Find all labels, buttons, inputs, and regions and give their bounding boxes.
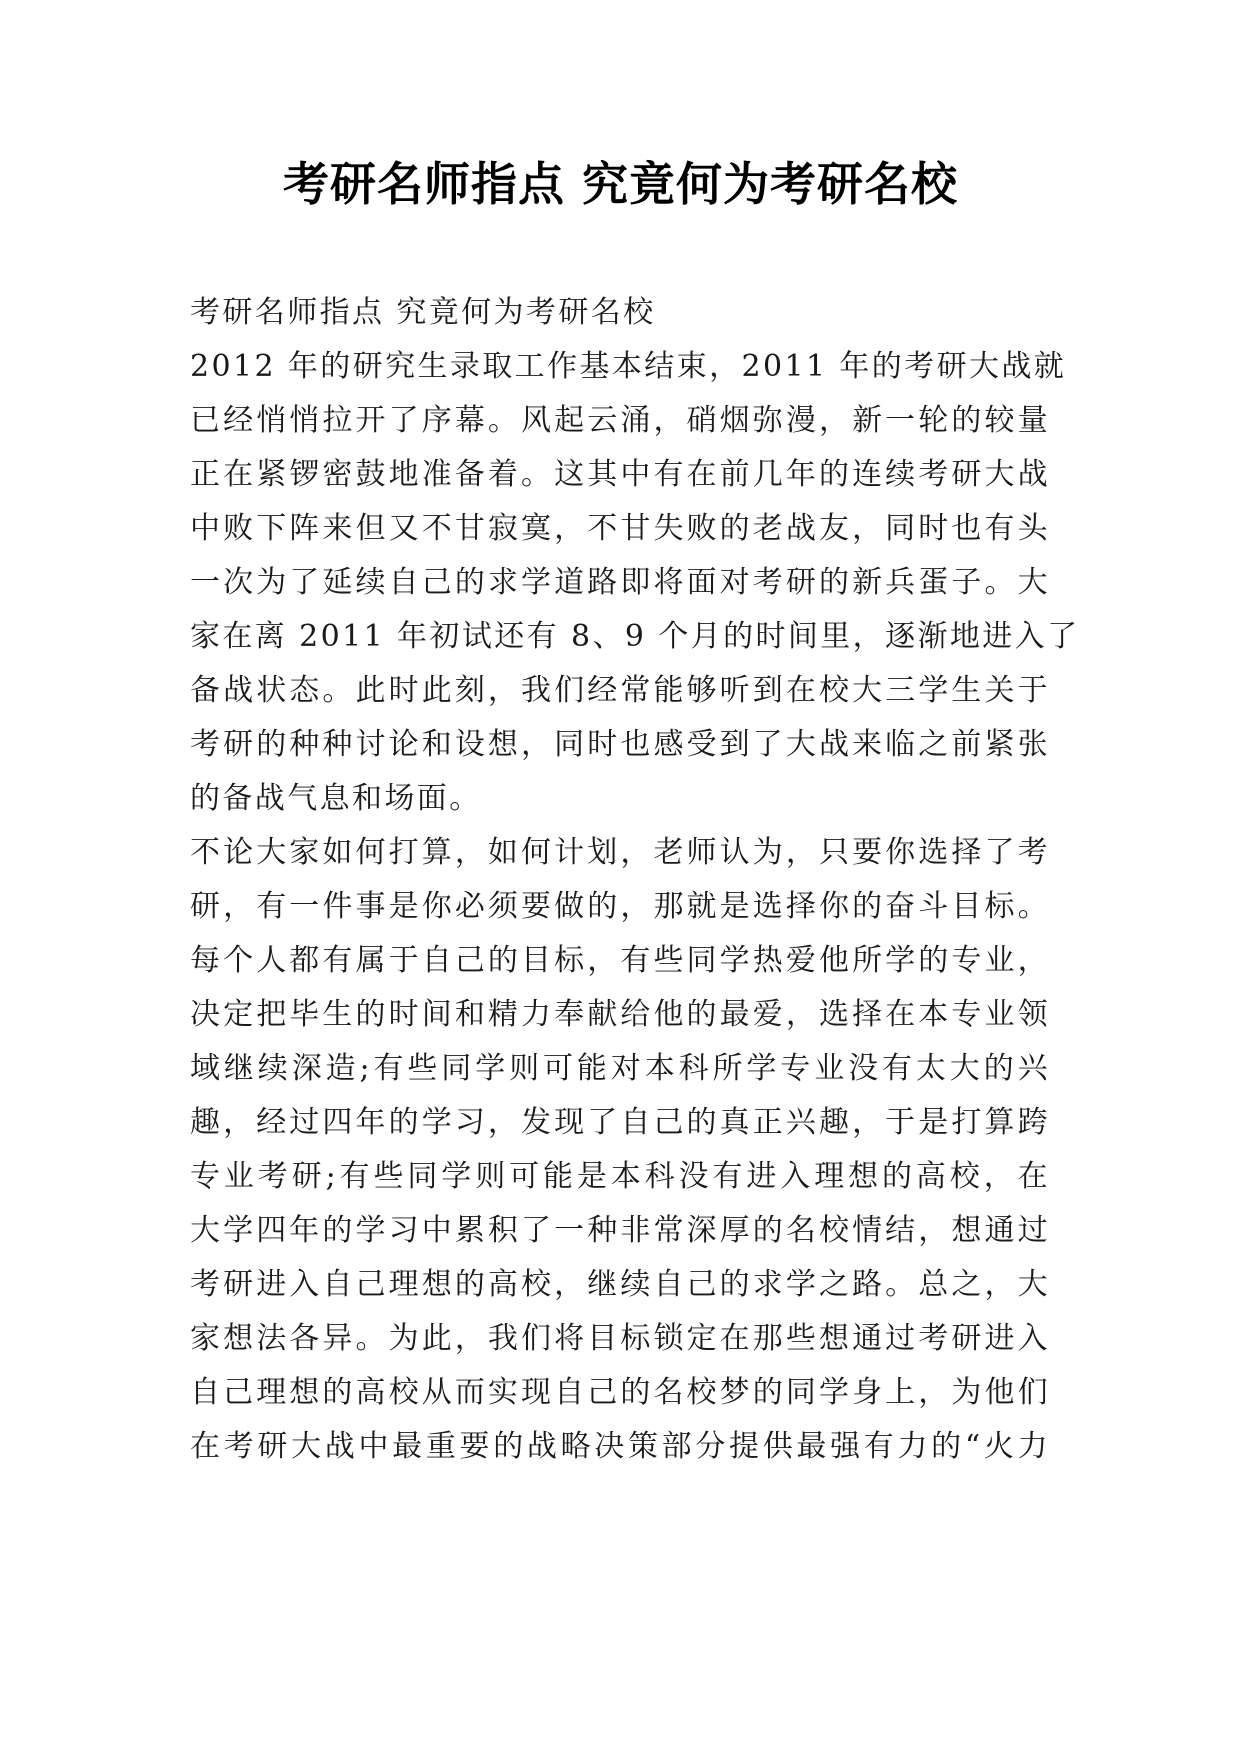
- paragraph-line: 不论大家如何打算，如何计划，老师认为，只要你选择了考: [190, 835, 1050, 870]
- paragraph-2: [190, 826, 1050, 1474]
- paragraph-line: 的备战气息和场面。: [190, 781, 482, 816]
- paragraph-line: 研，有一件事是你必须要做的，那就是选择你的奋斗目标。: [190, 889, 1050, 924]
- document-subtitle: 考研名师指点 究竟何为考研名校: [190, 295, 656, 330]
- paragraph-line: 自己理想的高校从而实现自己的名校梦的同学身上，为他们: [190, 1375, 1050, 1410]
- paragraph-line: 决定把毕生的时间和精力奉献给他的最爱，选择在本专业领: [190, 997, 1050, 1032]
- paragraph-line: 域继续深造;有些同学则可能对本科所学专业没有太大的兴: [190, 1051, 1050, 1086]
- paragraph-line: 考研进入自己理想的高校，继续自己的求学之路。总之，大: [190, 1267, 1050, 1302]
- paragraph-line: 家在离 2011 年初试还有 8、9 个月的时间里，逐渐地进入了: [190, 619, 1080, 654]
- document-title: 考研名师指点 究竟何为考研名校: [282, 157, 958, 211]
- paragraph-line: 中败下阵来但又不甘寂寞，不甘失败的老战友，同时也有头: [190, 511, 1050, 546]
- paragraph-line: 一次为了延续自己的求学道路即将面对考研的新兵蛋子。大: [190, 565, 1050, 600]
- paragraph-line: 正在紧锣密鼓地准备着。这其中有在前几年的连续考研大战: [190, 457, 1050, 492]
- paragraph-line: 趣，经过四年的学习，发现了自己的真正兴趣，于是打算跨: [190, 1105, 1050, 1140]
- paragraph-line: 家想法各异。为此，我们将目标锁定在那些想通过考研进入: [190, 1321, 1050, 1356]
- paragraph-line: 已经悄悄拉开了序幕。风起云涌，硝烟弥漫，新一轮的较量: [190, 403, 1050, 438]
- paragraph-line: 备战状态。此时此刻，我们经常能够听到在校大三学生关于: [190, 673, 1050, 708]
- paragraph-line: 大学四年的学习中累积了一种非常深厚的名校情结，想通过: [190, 1213, 1050, 1248]
- paragraph-1: [190, 340, 1080, 826]
- paragraph-line: 在考研大战中最重要的战略决策部分提供最强有力的“火力: [190, 1429, 1050, 1464]
- paragraph-line: 考研的种种讨论和设想，同时也感受到了大战来临之前紧张: [190, 727, 1050, 762]
- document-body: [190, 286, 1080, 1474]
- paragraph-line: 每个人都有属于自己的目标，有些同学热爱他所学的专业，: [190, 943, 1050, 978]
- paragraph-line: 2012 年的研究生录取工作基本结束，2011 年的考研大战就: [190, 349, 1067, 384]
- paragraph-line: 专业考研;有些同学则可能是本科没有进入理想的高校，在: [190, 1159, 1050, 1194]
